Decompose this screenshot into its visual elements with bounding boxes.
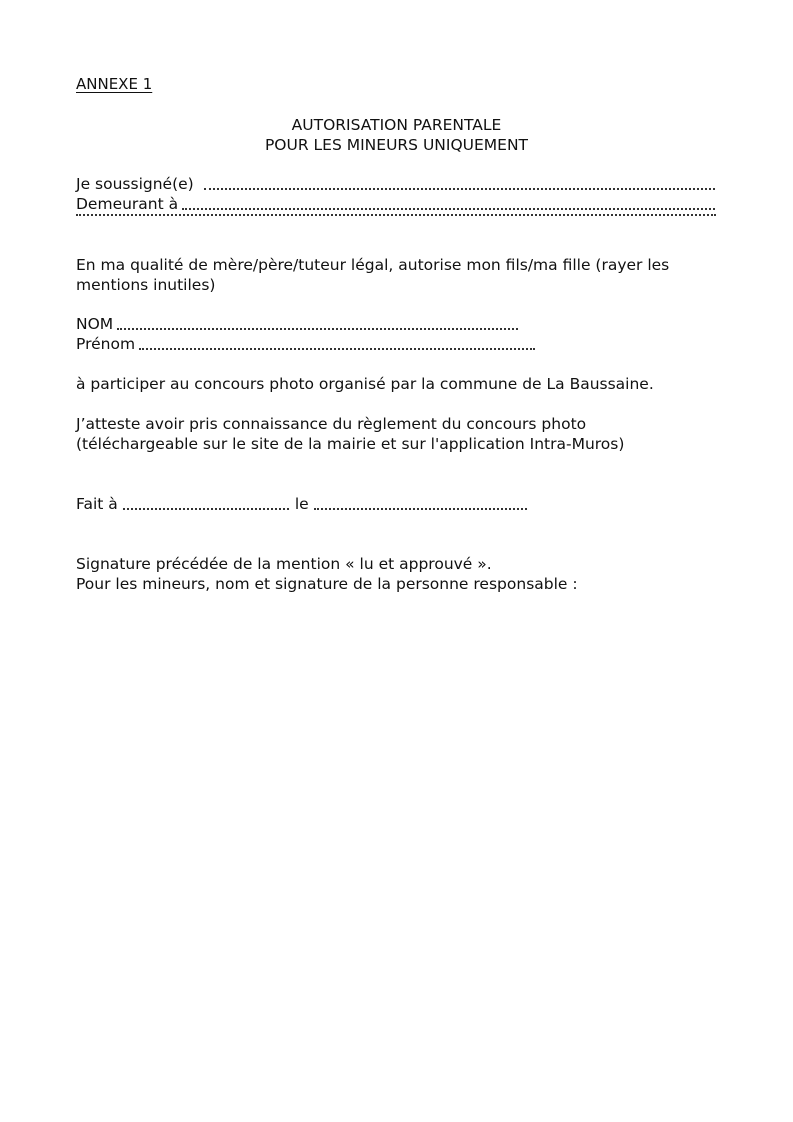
fait-label: Fait à [76, 495, 118, 513]
qualite-paragraph-line-2: mentions inutiles) [76, 276, 216, 294]
annexe-heading: ANNEXE 1 [76, 75, 153, 93]
signature-paragraph-line-1: Signature précédée de la mention « lu et approuvé ». [76, 555, 492, 573]
nom-fill-line[interactable] [117, 328, 518, 330]
le-label: le [294, 495, 309, 513]
soussigne-fill-line[interactable] [204, 188, 715, 190]
prenom-fill-line[interactable] [139, 348, 535, 350]
atteste-paragraph-line-2: (téléchargeable sur le site de la mairie et sur l'application Intra-Muros) [76, 435, 625, 453]
atteste-paragraph-line-1: J’atteste avoir pris connaissance du règlement du concours photo [76, 415, 587, 433]
demeurant-label: Demeurant à [76, 195, 179, 213]
address-continuation-fill-line[interactable] [76, 214, 716, 216]
participer-paragraph: à participer au concours photo organisé par la commune de La Baussaine. [76, 375, 654, 393]
demeurant-fill-line[interactable] [182, 208, 715, 210]
demeurant-field[interactable] [76, 194, 715, 214]
prenom-field[interactable] [76, 334, 535, 354]
address-continuation-field[interactable] [76, 214, 716, 220]
prenom-label: Prénom [76, 335, 136, 353]
nom-label: NOM [76, 315, 114, 333]
document-title-line-2: POUR LES MINEURS UNIQUEMENT [264, 136, 529, 154]
qualite-paragraph-line-1: En ma qualité de mère/père/tuteur légal, autorise mon fils/ma fille (rayer les [76, 256, 670, 274]
soussigne-field[interactable] [76, 174, 715, 194]
document-title-line-1: AUTORISATION PARENTALE [291, 116, 502, 134]
fait-field[interactable] [76, 494, 527, 514]
fait-date-fill-line[interactable] [314, 508, 527, 510]
soussigne-label: Je soussigné(e) [76, 175, 194, 193]
signature-paragraph-line-2: Pour les mineurs, nom et signature de la personne responsable : [76, 575, 578, 593]
nom-field[interactable] [76, 314, 518, 334]
fait-place-fill-line[interactable] [123, 508, 289, 510]
